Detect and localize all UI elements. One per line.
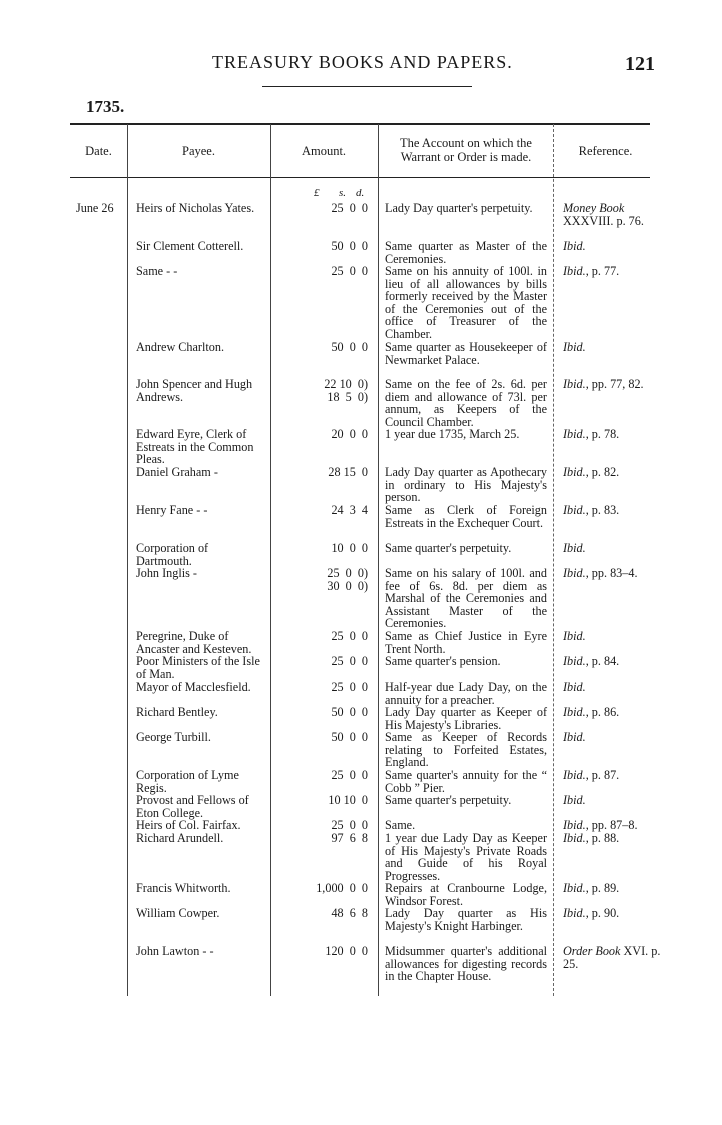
unit-pounds: £ <box>314 187 320 199</box>
row-amount: 48 6 8 <box>331 906 368 920</box>
row-account: Half-year due Lady Day, on the annuity for a preacher. <box>385 680 547 707</box>
row-reference: Ibid. <box>563 541 586 555</box>
row-reference: Ibid., p. 89. <box>563 881 620 895</box>
row-date: June 26 <box>76 201 114 215</box>
unit-shillings: s. <box>339 187 347 199</box>
column-divider <box>270 124 271 996</box>
row-payee: Heirs of Nicholas Yates. <box>136 201 255 215</box>
row-reference: Ibid., pp. 87–8. <box>563 818 638 832</box>
title-rule <box>262 86 472 87</box>
row-payee: John Spencer and Hugh Andrews. <box>136 377 253 404</box>
row-payee: Richard Arundell. <box>136 831 224 845</box>
column-divider <box>378 124 379 996</box>
row-payee: Mayor of Macclesfield. <box>136 680 251 694</box>
column-divider <box>553 124 554 996</box>
page-number: 121 <box>625 53 655 75</box>
row-account: Lady Day quarter's perpetuity. <box>385 201 533 215</box>
row-account: Same as Keeper of Records relating to Forfeited Estates, England. <box>385 730 547 770</box>
row-reference: Ibid., p. 82. <box>563 465 620 479</box>
row-reference: Ibid., p. 77. <box>563 264 620 278</box>
row-payee: Heirs of Col. Fairfax. <box>136 818 241 832</box>
row-reference: Ibid., p. 84. <box>563 654 620 668</box>
row-payee: George Turbill. <box>136 730 211 744</box>
row-account: Same quarter as Master of the Ceremonies. <box>385 239 547 266</box>
year-heading: 1735. <box>86 97 125 116</box>
row-account: 1 year due Lady Day as Keeper of His Majesty's Private Roads and Guide of his Royal Progresses. <box>385 831 547 883</box>
row-account: Same as Chief Justice in Eyre Trent North. <box>385 629 547 656</box>
row-reference: Ibid., p. 86. <box>563 705 620 719</box>
table-top-rule <box>70 123 650 125</box>
row-reference: Ibid., p. 87. <box>563 768 620 782</box>
col-head-amount: Amount. <box>301 144 347 158</box>
row-account: Repairs at Cranbourne Lodge, Windsor Forest. <box>385 881 547 908</box>
row-account: Same quarter's perpetuity. <box>385 793 512 807</box>
row-amount: 25 0 0 <box>331 818 368 832</box>
row-amount: 25 0 0 <box>331 629 368 643</box>
row-reference: Ibid., p. 90. <box>563 906 620 920</box>
row-reference: Ibid. <box>563 730 586 744</box>
row-payee: Poor Ministers of the Isle of Man. <box>136 654 260 681</box>
row-payee: John Lawton - - <box>136 944 214 958</box>
row-account: Same on his salary of 100l. and fee of 6s. 8d. per diem as Marshal of the Ceremonies and Assistant Master of the Ceremonies. <box>385 566 547 631</box>
unit-pence: d. <box>356 187 365 199</box>
row-reference: Ibid., p. 78. <box>563 427 620 441</box>
row-amount: 50 0 0 <box>331 239 368 253</box>
row-account: Lady Day quarter as Keeper of His Majesty's Libraries. <box>385 705 547 732</box>
row-reference: Money Book XXXVIII. p. 76. <box>563 201 644 228</box>
row-amount: 120 0 0 <box>325 944 368 958</box>
row-payee: William Cowper. <box>136 906 220 920</box>
row-account: Lady Day quarter as Apothecary in ordinary to His Majesty's person. <box>385 465 547 505</box>
row-reference: Ibid. <box>563 239 586 253</box>
row-reference: Ibid., p. 83. <box>563 503 620 517</box>
row-amount: 22 10 0) 18 5 0) <box>324 377 368 404</box>
row-amount: 10 10 0 <box>328 793 368 807</box>
row-account: Same on his annuity of 100l. in lieu of all allowances by bills formerly received by the Master of the Ceremonies out of the office of Treasurer of the Chamber. <box>385 264 547 341</box>
row-amount: 20 0 0 <box>331 427 368 441</box>
row-payee: Daniel Graham - <box>136 465 218 479</box>
row-payee: Same - - <box>136 264 178 278</box>
row-payee: Peregrine, Duke of Ancaster and Kesteven. <box>136 629 252 656</box>
running-title: TREASURY BOOKS AND PAPERS. <box>212 52 513 72</box>
col-head-date: Date. <box>85 144 112 158</box>
row-amount: 28 15 0 <box>328 465 368 479</box>
row-reference: Ibid. <box>563 629 586 643</box>
row-payee: Andrew Charlton. <box>136 340 225 354</box>
row-payee: John Inglis - <box>136 566 197 580</box>
row-payee: Corporation of Lyme Regis. <box>136 768 239 795</box>
row-account: Same as Clerk of Foreign Estreats in the Exchequer Court. <box>385 503 547 530</box>
row-account: Same. <box>385 818 416 832</box>
row-account: Midsummer quarter's additional allowances for digesting records in the Chapter House. <box>385 944 547 984</box>
row-payee: Henry Fane - - <box>136 503 208 517</box>
row-amount: 25 0 0 <box>331 264 368 278</box>
col-head-account: The Account on which the Warrant or Order is made. <box>400 136 532 164</box>
row-payee: Richard Bentley. <box>136 705 218 719</box>
row-account: Lady Day quarter as His Majesty's Knight Harbinger. <box>385 906 547 933</box>
row-amount: 25 0 0 <box>331 680 368 694</box>
row-payee: Corporation of Dartmouth. <box>136 541 209 568</box>
row-reference: Order Book XVI. p. 25. <box>563 944 661 971</box>
row-account: 1 year due 1735, March 25. <box>385 427 520 441</box>
row-amount: 50 0 0 <box>331 730 368 744</box>
row-payee: Sir Clement Cotterell. <box>136 239 244 253</box>
row-reference: Ibid., pp. 77, 82. <box>563 377 644 391</box>
row-reference: Ibid., p. 88. <box>563 831 620 845</box>
row-amount: 24 3 4 <box>331 503 368 517</box>
row-reference: Ibid. <box>563 340 586 354</box>
row-account: Same quarter's annuity for the “ Cobb ” Pier. <box>385 768 547 795</box>
row-amount: 25 0 0 <box>331 768 368 782</box>
row-amount: 50 0 0 <box>331 340 368 354</box>
row-account: Same quarter's perpetuity. <box>385 541 512 555</box>
column-divider <box>127 124 128 996</box>
table-head-rule <box>70 177 650 178</box>
row-account: Same on the fee of 2s. 6d. per diem and allowance of 73l. per annum, as Keepers of the Council Chamber. <box>385 377 547 429</box>
row-reference: Ibid. <box>563 793 586 807</box>
row-amount: 1,000 0 0 <box>316 881 368 895</box>
row-account: Same quarter's pension. <box>385 654 501 668</box>
col-head-reference: Reference. <box>578 144 633 158</box>
row-amount: 25 0 0 <box>331 654 368 668</box>
row-amount: 50 0 0 <box>331 705 368 719</box>
row-payee: Edward Eyre, Clerk of Estreats in the Common Pleas. <box>136 427 254 467</box>
row-account: Same quarter as Housekeeper of Newmarket Palace. <box>385 340 547 367</box>
row-amount: 10 0 0 <box>331 541 368 555</box>
row-amount: 97 6 8 <box>331 831 368 845</box>
row-payee: Provost and Fellows of Eton College. <box>136 793 249 820</box>
row-payee: Francis Whitworth. <box>136 881 231 895</box>
row-reference: Ibid., pp. 83–4. <box>563 566 638 580</box>
col-head-payee: Payee. <box>182 144 215 158</box>
row-amount: 25 0 0) 30 0 0) <box>327 566 368 593</box>
row-reference: Ibid. <box>563 680 586 694</box>
row-amount: 25 0 0 <box>331 201 368 215</box>
